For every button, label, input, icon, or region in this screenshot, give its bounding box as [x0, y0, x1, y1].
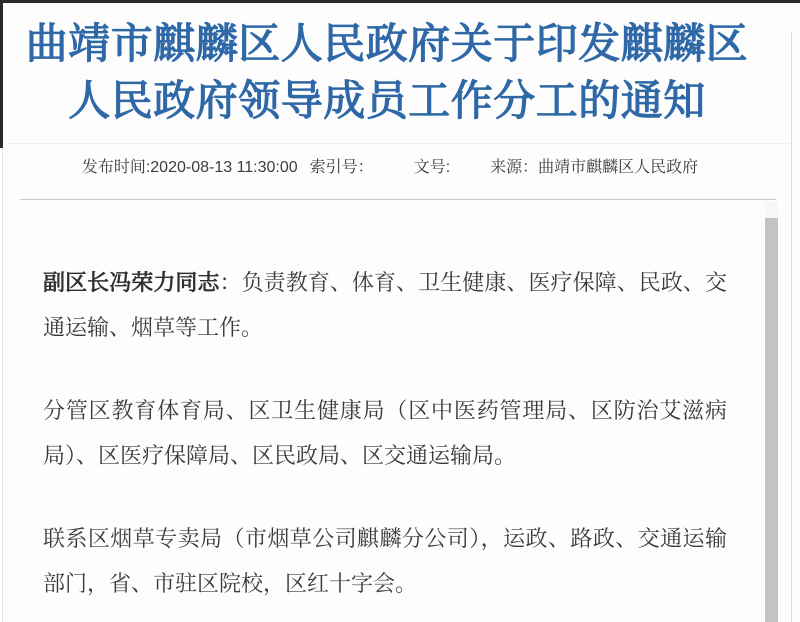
publish-time-value: 2020-08-13 11:30:00 — [150, 159, 298, 176]
paragraph-liaison: 联系区烟草专卖局（市烟草公司麒麟分公司），运政、路政、交通运输部门，省、市驻区院校，区红十字会。 — [43, 526, 727, 596]
page-title — [0, 0, 800, 129]
article-body — [0, 200, 727, 606]
publish-time-label: 发布时间: — [81, 159, 151, 176]
scrollbar-thumb[interactable] — [765, 218, 778, 622]
title-divider — [8, 143, 790, 144]
source-label: 来源： — [490, 159, 539, 176]
page-title-line-2: 人民政府领导成员工作分工的通知 — [68, 77, 706, 124]
frame-left-light-edge — [2, 148, 3, 622]
paragraph-duties-text: ：负责教育、体育、卫生健康、医疗保障、民政、交通运输、烟草等工作。 — [43, 270, 727, 340]
source-value: 曲靖市麒麟区人民政府 — [538, 159, 699, 176]
paragraph-duties — [43, 260, 727, 350]
frame-right-edge — [791, 32, 792, 622]
paragraph-departments: 分管区教育体育局、区卫生健康局（区中医药管理局、区防治艾滋病局）、区医疗保障局、区民政局、区交通运输局。 — [43, 398, 727, 468]
index-number-label: 索引号： — [309, 159, 374, 176]
document-meta-bar — [0, 156, 800, 180]
page-title-line-1: 曲靖市麒麟区人民政府关于印发麒麟区 — [25, 20, 749, 67]
leader-name-lead: 副区长冯荣力同志 — [43, 270, 220, 295]
frame-left-edge — [0, 0, 3, 148]
doc-number-label: 文号: — [413, 159, 451, 176]
frame-top-edge — [0, 0, 800, 3]
